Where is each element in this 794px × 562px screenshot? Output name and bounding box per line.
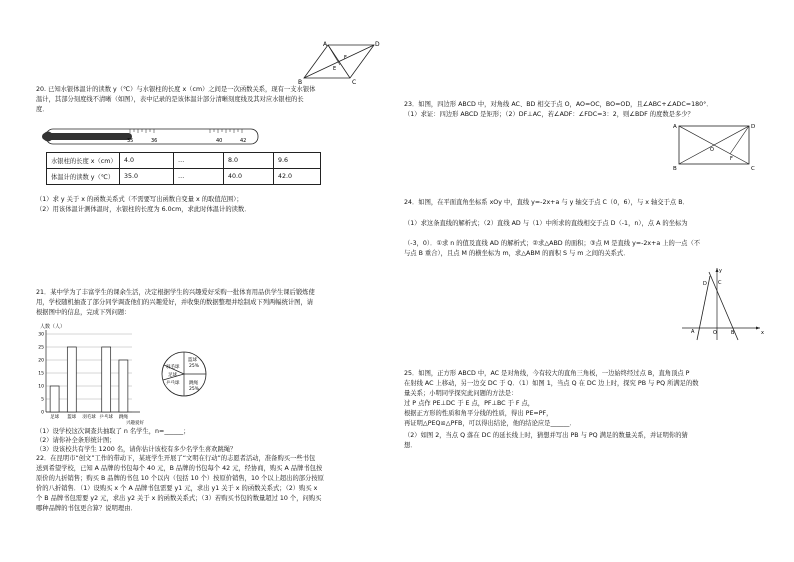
- label-A: A: [691, 329, 695, 335]
- y-tick-label: 25: [38, 345, 44, 351]
- q22-text-2: 送到希望学校，已知 A 品牌的书包每个 40 元，B 品牌的书包每个 42 元，经协商，购买 A 品牌书包按: [36, 465, 323, 472]
- pie-label-badminton: 羽毛球: [166, 365, 180, 370]
- q21-text-3: 根据图中的信息，完成下列问题：: [36, 309, 131, 316]
- q24-coordinate-figure: [680, 262, 766, 342]
- table-cell: …: [174, 153, 224, 169]
- q25-text-2: 在射线 AC 上移动，另一边交 DC 于 Q．（1）如图 1，当点 Q 在 DC 边上时，探究 PB 与 PQ 所满足的数: [404, 380, 699, 387]
- q24-text-3: （-3，0）．①求 n 的值及直线 AD 的解析式；②求△ABD 的面积；③点 M 是直线 y=-2x+a 上的一点（不: [404, 240, 701, 247]
- bar-0: [50, 386, 59, 412]
- table-cell: 40.0: [224, 169, 274, 185]
- q21-text-1: 21．某中学为了丰富学生的课余生活，决定根据学生的兴趣爱好采购一批体育用品供学生课后锻炼使: [36, 289, 315, 296]
- bar-chart: [32, 320, 144, 426]
- pie-pct-rope: 25%: [189, 387, 200, 392]
- therm-label-40: 40: [216, 138, 223, 144]
- q24-text-4: 与点 B 重合），且点 M 的横坐标为 m，求△ABM 的面积 S 与 m 之间的关系式．: [404, 250, 630, 257]
- q23-text-1: 23．如图，四边形 ABCD 中，对角线 AC、BD 相交于点 O，AO=OC，BO=OD，且∠ABC+∠ADC=180°．: [404, 101, 713, 108]
- therm-label-36: 36: [151, 138, 158, 144]
- label-y: y: [719, 268, 722, 274]
- label-C: C: [751, 166, 755, 172]
- label-D: D: [375, 41, 380, 48]
- y-tick-label: 30: [38, 332, 44, 338]
- pie-label-basketball: 篮球: [188, 358, 197, 363]
- therm-label-35: 35: [127, 138, 134, 144]
- table-cell: 8.0: [224, 153, 274, 169]
- table-cell: 42.0: [274, 169, 321, 185]
- label-C: C: [352, 79, 357, 86]
- q23-text-2: （1）求证：四边形 ABCD 是矩形；（2）DF⊥AC，若∠ADF：∠FDC=3：2，则∠BDF 的度数是多少？: [404, 111, 694, 118]
- label-B: B: [731, 330, 735, 336]
- q25-text-7: （2）如图 2，当点 Q 落在 DC 的延长线上时，猜想并写出 PB 与 PQ 满足的数量关系，并证明你的猜: [404, 432, 688, 439]
- table-cell: 35.0: [120, 169, 174, 185]
- label-E: E: [333, 66, 337, 72]
- label-B: B: [298, 79, 303, 86]
- thermometer-figure: [40, 124, 268, 150]
- table-cell: 4.0: [120, 153, 174, 169]
- label-x: x: [761, 330, 764, 336]
- x-tick-label: 乒乓球: [99, 415, 113, 420]
- figure-parallelogram: [296, 40, 382, 86]
- q22-text-5: 个 B 品牌书包需要 y2 元，求出 y2 关于 x 的函数关系式；（3）若购买书包的数量超过 10 个，问购买: [36, 495, 322, 502]
- table-cell: 水银柱的长度 x（cm）: [47, 153, 120, 169]
- label-F: F: [344, 55, 347, 61]
- label-O: O: [713, 330, 717, 336]
- x-tick-label: 跳绳: [118, 415, 128, 420]
- pie-label-football: 足球: [168, 373, 177, 378]
- pie-label-pingpong: 乒乓球: [166, 381, 180, 386]
- table-row: [47, 153, 321, 169]
- label-A: A: [323, 41, 328, 48]
- table-cell: …: [174, 169, 224, 185]
- bar-chart-xlabel: 兴趣爱好: [126, 421, 144, 426]
- y-tick-label: 20: [38, 358, 44, 364]
- q25-text-8: 想．: [404, 442, 417, 449]
- y-tick-label: 5: [41, 397, 44, 403]
- q23-rectangle-figure: [672, 120, 758, 172]
- pie-label-rope: 跳绳: [189, 381, 198, 386]
- label-C: C: [718, 280, 722, 286]
- label-F: F: [730, 156, 733, 162]
- bar-1: [67, 347, 76, 412]
- q25-text-4: 过 P 点作 PE⊥DC 于 E 点，PF⊥BC 于 F 点，: [404, 400, 535, 407]
- label-B: B: [673, 166, 677, 172]
- q20-part-1: （1）求 y 关于 x 的函数关系式（不需要写出函数自变量 x 的取值范围）；: [36, 196, 243, 203]
- y-tick-label: 15: [38, 371, 44, 377]
- bar-chart-ylabel: 人数（人）: [40, 324, 66, 330]
- pie-chart: [156, 346, 216, 402]
- q22-text-4: 价的八折销售．（1）设购买 x 个 A 品牌书包需要 y1 元，求出 y1 关于 x 的函数关系式；（2）购买 x: [36, 485, 318, 492]
- q22-text-6: 哪种品牌的书包更合算？说明理由．: [36, 505, 137, 512]
- y-tick-label: 0: [41, 410, 44, 416]
- table-cell: 体温计的读数 y（℃）: [47, 169, 120, 185]
- q25-text-6: 再证明△PEQ≌△PFB，可以得出结论，他的结论应是______．: [404, 420, 576, 427]
- q22-text-1: 22．在昆明市“创文”工作的带动下，某班学生开展了“文明在行动”的志愿者活动，准备购买一些书包: [36, 455, 316, 462]
- q21-part-1: （1）设学校这次调查共抽取了 n 名学生，n=______；: [36, 428, 190, 435]
- q20-text-3: 度．: [36, 106, 49, 113]
- label-D: D: [751, 124, 756, 130]
- pie-pct-basketball: 25%: [189, 364, 200, 369]
- bar-4: [119, 360, 128, 412]
- q25-text-3: 量关系；小明同学探究此问题的方法是：: [404, 390, 518, 397]
- x-tick-label: 足球: [50, 415, 60, 420]
- q24-text-2: （1）求这条直线的解析式；（2）直线 AD 与（1）中所求的直线相交于点 D（-1，n），点 A 的坐标为: [404, 220, 688, 227]
- bar-3: [102, 347, 111, 412]
- q25-text-5: 根据正方形的性质和角平分线的性质，得出 PE=PF，: [404, 410, 553, 417]
- q20-part-2: （2）用该体温计测体温时，水银柱的长度为 6.0cm，求此时体温计的读数．: [36, 206, 251, 213]
- x-tick-label: 篮球: [67, 415, 77, 420]
- label-A: A: [673, 124, 677, 130]
- therm-label-42: 42: [240, 138, 247, 144]
- x-tick-label: 羽毛球: [82, 415, 96, 420]
- q20-table: [46, 152, 321, 185]
- table-row: [47, 169, 321, 185]
- q20-text-2: 温计，其部分刻度线不清晰（如图），表中记录的是该体温计部分清晰刻度线及其对应水银柱的长: [36, 96, 304, 103]
- q22-text-3: 原价的九折销售；购买 B 品牌的书包 10 个以内（包括 10 个）按原价销售，10 个以上超出的部分按原: [36, 475, 324, 482]
- q21-part-2: （2）请你补全条形统计图；: [36, 437, 116, 444]
- q24-text-1: 24．如图，在平面直角坐标系 xOy 中，直线 y=-2x+a 与 y 轴交于点 C（0，6），与 x 轴交于点 B．: [404, 199, 689, 206]
- q25-text-1: 25．如图，正方形 ABCD 中，AC 是对角线，今有较大的直角三角板，一边始终经过点 B，直角顶点 P: [404, 370, 690, 377]
- y-tick-label: 10: [38, 384, 44, 390]
- q20-text-1: 20. 已知水银体温计的读数 y（℃）与水银柱的长度 x（cm）之间是一次函数关系，现有一支水银体: [36, 86, 316, 93]
- q21-text-2: 用，学校随机抽查了部分同学调查他们的兴趣爱好，并收集的数据整理并绘制成下列两幅统计图，请: [36, 299, 314, 306]
- table-cell: 9.6: [274, 153, 321, 169]
- label-O: O: [710, 147, 714, 153]
- label-D: D: [703, 281, 707, 287]
- q21-part-3: （3）设该校共有学生 1200 名，请你估计该校有多少名学生喜欢跳绳？: [36, 446, 237, 453]
